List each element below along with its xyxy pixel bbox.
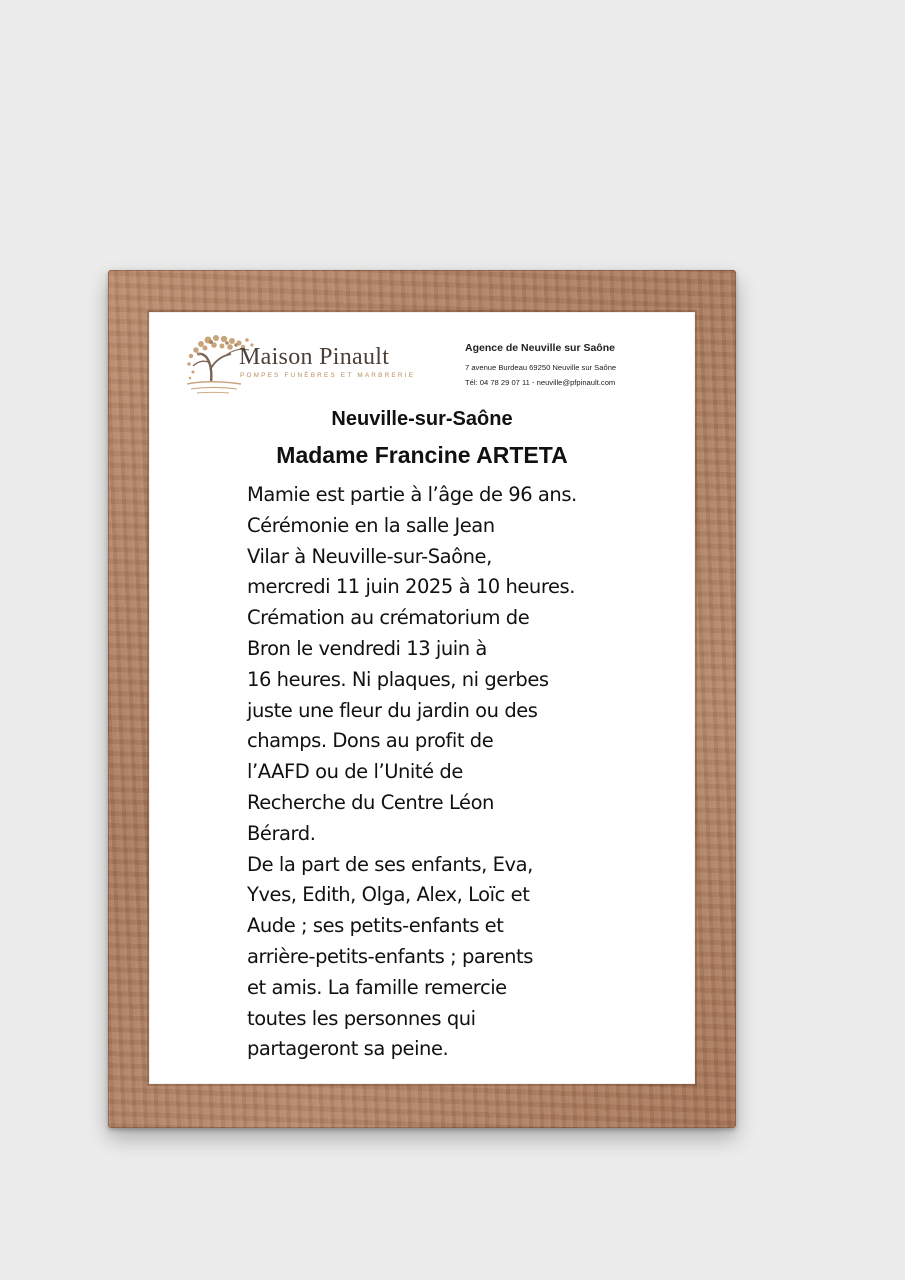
text-line: Recherche du Centre Léon [247, 790, 494, 814]
agency-contact: Tél: 04 78 29 07 11 - neuville@pfpinault.com [465, 378, 616, 387]
text-line: 16 heures. Ni plaques, ni gerbes [247, 667, 549, 691]
agency-info [465, 342, 685, 390]
brand-logo [181, 326, 431, 400]
notice-body [247, 480, 667, 1065]
text-line: partageront sa peine. [247, 1037, 449, 1061]
text-line: juste une fleur du jardin ou des [247, 698, 538, 722]
text-line: champs. Dons au profit de [247, 729, 494, 753]
agency-address: 7 avenue Burdeau 69250 Neuville sur Saône [465, 363, 617, 372]
text-line: Vilar à Neuville-sur-Saône, [247, 544, 492, 568]
text-line: Mamie est partie à l’âge de 96 ans. [247, 483, 577, 506]
brand-name: Maison Pinault [239, 344, 390, 370]
obituary-notice [149, 312, 695, 1084]
text-line: mercredi 11 juin 2025 à 10 heures. [247, 575, 575, 599]
agency-name: Agence de Neuville sur Saône [465, 342, 615, 354]
text-line: De la part de ses enfants, Eva, [247, 852, 533, 876]
brand-tagline: POMPES FUNÈBRES ET MARBRERIE [240, 372, 416, 379]
deceased-name: Madame Francine ARTETA [276, 442, 568, 468]
text-line: toutes les personnes qui [247, 1006, 476, 1030]
text-line: Yves, Edith, Olga, Alex, Loïc et [247, 883, 530, 907]
wooden-frame [108, 270, 736, 1128]
family-paragraph [247, 850, 667, 1066]
text-line: Bérard. [247, 821, 316, 845]
text-line: arrière-petits-enfants ; parents [247, 944, 533, 968]
text-line: et amis. La famille remercie [247, 975, 507, 999]
text-line: Cérémonie en la salle Jean [247, 513, 495, 537]
notice-city: Neuville-sur-Saône [331, 408, 513, 430]
text-line: Crémation au crématorium de [247, 606, 530, 630]
text-line: l’AAFD ou de l’Unité de [247, 760, 463, 784]
ceremony-paragraph [247, 480, 667, 850]
text-line: Bron le vendredi 13 juin à [247, 636, 487, 660]
text-line: Aude ; ses petits-enfants et [247, 914, 504, 938]
